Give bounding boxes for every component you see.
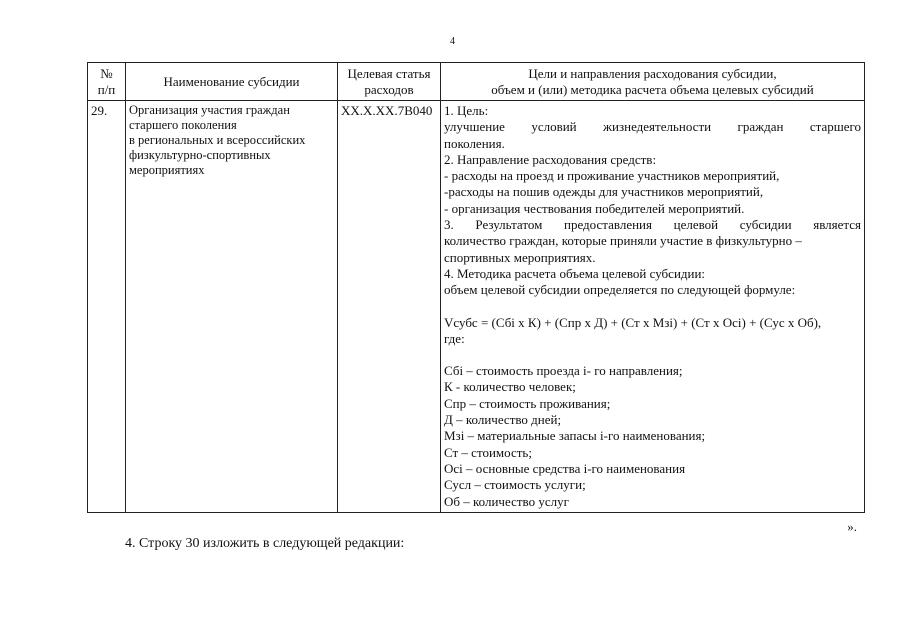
header-desc-line: объем и (или) методика расчета объема целевых субсидий xyxy=(491,81,814,97)
direction-item: -расходы на пошив одежды для участников мероприятий, xyxy=(444,184,764,200)
definition-item: Осi – основные средства i-го наименования xyxy=(444,460,686,476)
header-code-line: расходов xyxy=(364,81,414,97)
goal-line: улучшение условий жизнедеятельности граждан старшего xyxy=(444,119,861,135)
definition-item: Ст – стоимость; xyxy=(444,444,532,460)
header-num xyxy=(88,63,126,101)
subsidy-name-line: в региональных и всероссийских xyxy=(129,133,306,147)
subsidy-name-line: Организация участия граждан xyxy=(129,103,290,117)
direction-title: 2. Направление расходования средств: xyxy=(444,151,657,167)
subsidy-table xyxy=(87,62,865,513)
row-number: 29. xyxy=(88,101,126,513)
method-text: объем целевой субсидии определяется по следующей формуле: xyxy=(444,282,796,298)
table-row xyxy=(88,101,865,513)
header-num-line: п/п xyxy=(97,81,116,97)
result-line: количество граждан, которые приняли участие в физкультурно – xyxy=(444,233,802,249)
header-name: Наименование субсидии xyxy=(126,63,338,101)
definition-item: Сусл – стоимость услуги; xyxy=(444,477,586,493)
header-desc-line: Цели и направления расходования субсидии, xyxy=(528,65,777,81)
header-code-line: Целевая статья xyxy=(347,65,431,81)
subsidy-name xyxy=(126,101,338,513)
header-code xyxy=(338,63,441,101)
result-line: 3. Результатом предоставления целевой субсидии является xyxy=(444,217,861,233)
definition-item: К - количество человек; xyxy=(444,379,576,395)
direction-item: - организация чествования победителей мероприятий. xyxy=(444,200,745,216)
header-num-line: № xyxy=(100,65,113,81)
formula-where: где: xyxy=(444,330,465,346)
definition-item: Об – количество услуг xyxy=(444,493,569,509)
spacer xyxy=(444,347,861,363)
closing-quote: ». xyxy=(847,519,857,534)
goal-title: 1. Цель: xyxy=(444,103,489,118)
subsidy-description xyxy=(441,101,865,513)
result-line: спортивных мероприятиях. xyxy=(444,249,596,265)
header-desc xyxy=(441,63,865,101)
definition-item: Сбi – стоимость проезда i- го направления; xyxy=(444,363,683,379)
goal-line: поколения. xyxy=(444,135,505,151)
table-header-row xyxy=(88,63,865,101)
amendment-text: 4. Строку 30 изложить в следующей редакции: xyxy=(125,536,405,551)
spacer xyxy=(444,299,861,315)
page-number: 4 xyxy=(450,36,455,47)
subsidy-name-line: физкультурно-спортивных xyxy=(129,148,271,162)
budget-code: XX.X.XX.7B040 xyxy=(338,101,441,513)
definition-item: Мзi – материальные запасы i-го наименования; xyxy=(444,428,706,444)
definition-item: Спр – стоимость проживания; xyxy=(444,395,611,411)
subsidy-name-line: старшего поколения xyxy=(129,118,237,132)
method-title: 4. Методика расчета объема целевой субсидии: xyxy=(444,265,706,281)
direction-item: - расходы на проезд и проживание участников мероприятий, xyxy=(444,168,780,184)
definition-item: Д – количество дней; xyxy=(444,412,562,428)
subsidy-name-line: мероприятиях xyxy=(129,163,205,177)
formula: Vсубс = (Сбi x К) + (Спр х Д) + (Ст х Мзi) + (Ст х Осi) + (Сус х Об), xyxy=(444,314,822,330)
